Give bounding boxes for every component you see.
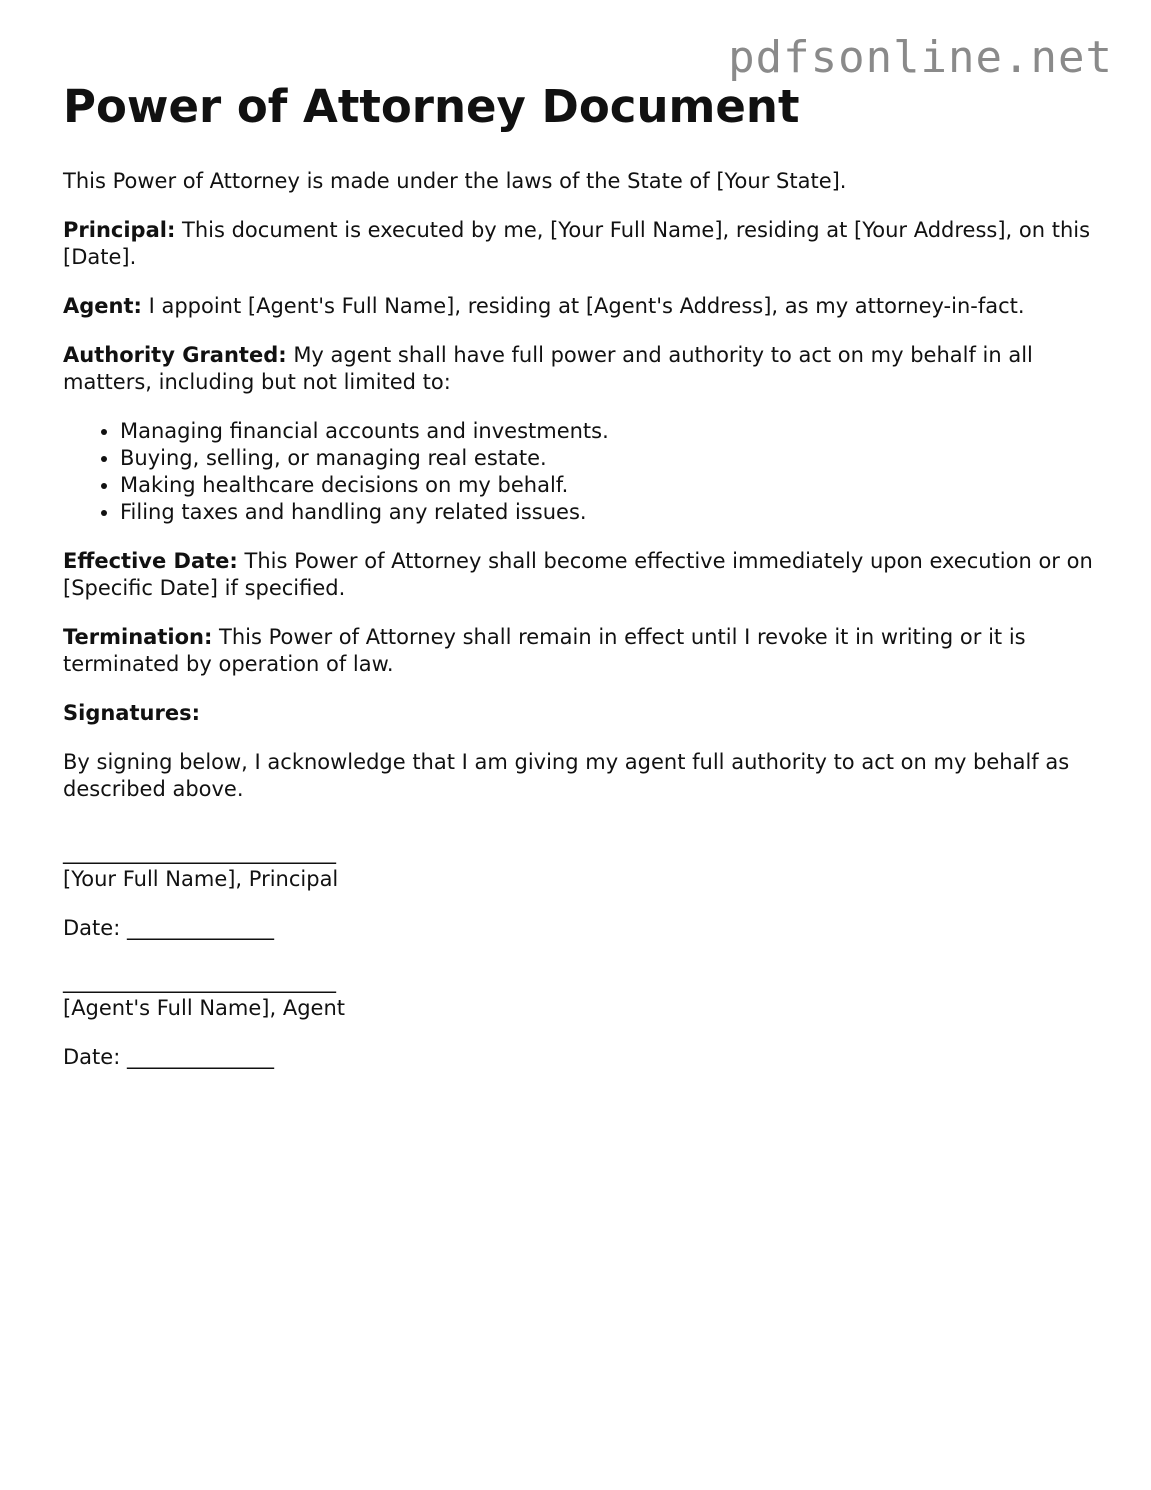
agent-label: Agent: bbox=[63, 294, 142, 318]
list-item: • Managing financial accounts and investments. bbox=[120, 418, 1093, 445]
agent-paragraph bbox=[63, 293, 1093, 320]
agent-signature-line: __________________________ bbox=[63, 969, 336, 993]
authority-label: Authority Granted: bbox=[63, 343, 287, 367]
list-item: • Making healthcare decisions on my behalf. bbox=[120, 472, 1093, 499]
principal-label: Principal: bbox=[63, 218, 176, 242]
termination-paragraph bbox=[63, 624, 1093, 678]
authority-text: My agent shall have full power and authority to act on my behalf in all matters, including but not limited to: bbox=[63, 343, 1033, 394]
intro-paragraph: This Power of Attorney is made under the laws of the State of [Your State]. bbox=[63, 169, 847, 193]
document-page bbox=[63, 80, 1093, 1071]
signatures-label: Signatures: bbox=[63, 701, 200, 725]
effective-label: Effective Date: bbox=[63, 549, 238, 573]
effective-paragraph bbox=[63, 548, 1093, 602]
authority-list bbox=[63, 418, 1093, 526]
agent-text: I appoint [Agent's Full Name], residing at [Agent's Address], as my attorney-in-fact. bbox=[141, 294, 1025, 318]
termination-label: Termination: bbox=[63, 625, 213, 649]
principal-date-field: Date: ______________ bbox=[63, 916, 274, 940]
watermark: pdfsonline.net bbox=[728, 32, 1113, 83]
list-item: • Buying, selling, or managing real estate. bbox=[120, 445, 1093, 472]
principal-signature-block bbox=[63, 839, 1093, 942]
principal-paragraph bbox=[63, 217, 1093, 271]
acknowledgement-paragraph: By signing below, I acknowledge that I am giving my agent full authority to act on my behalf as described above. bbox=[63, 750, 1070, 801]
agent-date-field: Date: ______________ bbox=[63, 1045, 274, 1069]
principal-text: This document is executed by me, [Your Full Name], residing at [Your Address], on this [Date]. bbox=[63, 218, 1091, 269]
agent-signature-name: [Agent's Full Name], Agent bbox=[63, 996, 345, 1020]
agent-signature-block bbox=[63, 968, 1093, 1071]
principal-signature-line: __________________________ bbox=[63, 840, 336, 864]
document-title: Power of Attorney Document bbox=[63, 80, 800, 133]
list-item: • Filing taxes and handling any related issues. bbox=[120, 499, 1093, 526]
signatures-heading bbox=[63, 700, 1093, 727]
authority-paragraph bbox=[63, 342, 1093, 396]
effective-text: This Power of Attorney shall become effective immediately upon execution or on [Specific Date] if specified. bbox=[63, 549, 1093, 600]
principal-signature-name: [Your Full Name], Principal bbox=[63, 867, 339, 891]
termination-text: This Power of Attorney shall remain in effect until I revoke it in writing or it is terminated by operation of law. bbox=[63, 625, 1026, 676]
